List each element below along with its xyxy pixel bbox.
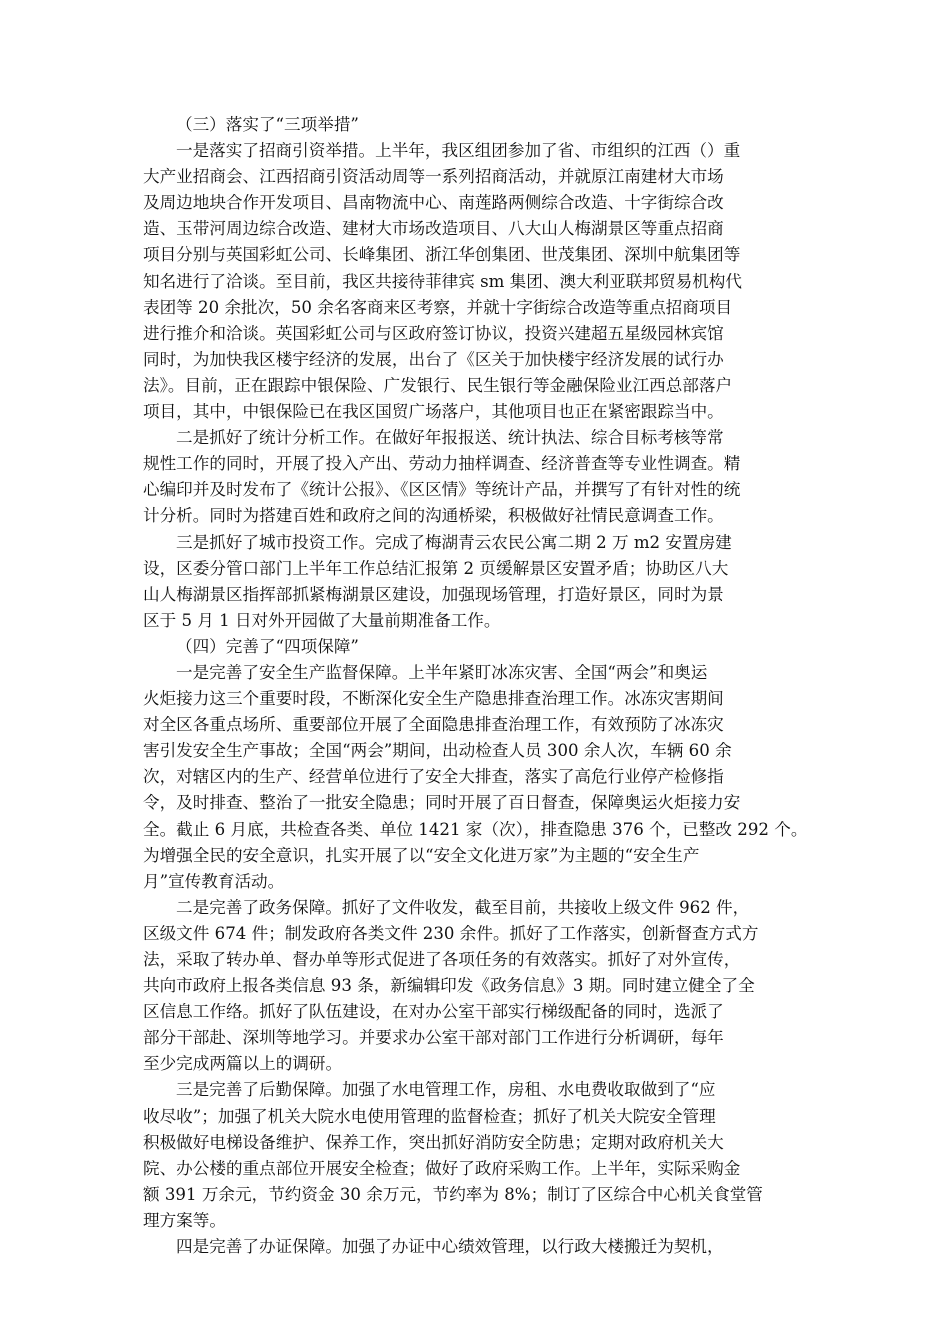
text-line: 令，及时排查、整治了一批安全隐患；同时开展了百日督查，保障奥运火炬接力安 [143, 793, 741, 813]
text-line: 区级文件 674 件；制发政府各类文件 230 余件。抓好了工作落实，创新督查方式方 [143, 923, 759, 943]
text-line: 害引发安全生产事故；全国“两会”期间，出动检查人员 300 余人次，车辆 60 余 [143, 741, 732, 761]
text-line: 项目分别与英国彩虹公司、长峰集团、浙江华创集团、世茂集团、深圳中航集团等 [143, 245, 741, 265]
text-line: 造、玉带河周边综合改造、建材大市场改造项目、八大山人梅湖景区等重点招商 [143, 219, 724, 239]
text-line: 对全区各重点场所、重要部位开展了全面隐患排查治理工作，有效预防了冰冻灾 [143, 715, 724, 735]
text-line: 积极做好电梯设备维护、保养工作，突出抓好消防安全防患；定期对政府机关大 [143, 1132, 724, 1152]
text-line: 法》。目前，正在跟踪中银保险、广发银行、民生银行等金融保险业江西总部落户 [143, 375, 733, 395]
text-line: 项目，其中，中银保险已在我区国贸广场落户，其他项目也正在紧密跟踪当中。 [143, 402, 724, 422]
text-line: 进行推介和洽谈。英国彩虹公司与区政府签订协议，投资兴建超五星级园林宾馆 [143, 323, 724, 343]
text-line: 月”宣传教育活动。 [143, 871, 285, 891]
text-line: 三是抓好了城市投资工作。完成了梅湖青云农民公寓二期 2 万 m2 安置房建 [176, 532, 732, 552]
text-line: （四）完善了“四项保障” [176, 636, 359, 656]
text-line: 二是抓好了统计分析工作。在做好年报报送、统计执法、综合目标考核等常 [176, 428, 724, 448]
text-line: 为增强全民的安全意识，扎实开展了以“安全文化进万家”为主题的“安全生产 [143, 845, 700, 865]
text-line: 法，采取了转办单、督办单等形式促进了各项任务的有效落实。抓好了对外宣传， [143, 950, 741, 969]
text-line: 一是落实了招商引资举措。上半年，我区组团参加了省、市组织的江西（）重 [176, 141, 741, 161]
text-line: 火炬接力这三个重要时段，不断深化安全生产隐患排查治理工作。冰冻灾害期间 [143, 689, 724, 709]
text-line: 及周边地块合作开发项目、昌南物流中心、南莲路两侧综合改造、十字街综合改 [143, 193, 724, 213]
text-line: 收尽收”；加强了机关大院水电使用管理的监督检查；抓好了机关大院安全管理 [143, 1106, 716, 1126]
text-line: 共向市政府上报各类信息 93 条，新编辑印发《政务信息》3 期。同时建立健全了全 [143, 976, 755, 996]
text-line: 山人梅湖景区指挥部抓紧梅湖景区建设，加强现场管理，打造好景区，同时为景 [143, 584, 724, 604]
text-line: 大产业招商会、江西招商引资活动周等一系列招商活动，并就原江南建材大市场 [143, 167, 724, 187]
text-line: 三是完善了后勤保障。加强了水电管理工作，房租、水电费收取做到了“应 [176, 1080, 716, 1100]
text-line: 心编印并及时发布了《统计公报》、《区区情》等统计产品，并撰写了有针对性的统 [143, 480, 741, 500]
text-line: 知名进行了洽谈。至目前，我区共接待菲律宾 sm 集团、澳大利亚联邦贸易机构代 [143, 271, 742, 291]
text-line: 同时，为加快我区楼宇经济的发展，出台了《区关于加快楼宇经济发展的试行办 [143, 349, 724, 369]
text-line: 二是完善了政务保障。抓好了文件收发，截至目前，共接收上级文件 962 件， [176, 897, 750, 917]
text-line: 区信息工作络。抓好了队伍建设，在对办公室干部实行梯级配备的同时，选派了 [143, 1002, 724, 1022]
text-line: 院、办公楼的重点部位开展安全检查；做好了政府采购工作。上半年，实际采购金 [143, 1158, 741, 1178]
text-line: 规性工作的同时，开展了投入产出、劳动力抽样调查、经济普查等专业性调查。精 [143, 454, 741, 474]
text-line: 次，对辖区内的生产、经营单位进行了安全大排查，落实了高危行业停产检修指 [143, 767, 724, 787]
text-line: （三）落实了“三项举措” [176, 115, 359, 134]
document-page [143, 112, 813, 1260]
text-line: 部分干部赴、深圳等地学习。并要求办公室干部对部门工作进行分析调研，每年 [143, 1028, 724, 1048]
text-line: 一是完善了安全生产监督保障。上半年紧盯冰冻灾害、全国“两会”和奥运 [176, 662, 708, 682]
text-line: 设，区委分管口部门上半年工作总结汇报第 2 页缓解景区安置矛盾；协助区八大 [143, 558, 729, 578]
text-line: 区于 5 月 1 日对外开园做了大量前期准备工作。 [143, 610, 501, 630]
text-line: 计分析。同时为搭建百姓和政府之间的沟通桥梁，积极做好社情民意调查工作。 [143, 506, 724, 526]
text-line: 表团等 20 余批次，50 余名客商来区考察，并就十字街综合改造等重点招商项目 [143, 297, 733, 317]
text-line: 四是完善了办证保障。加强了办证中心绩效管理，以行政大楼搬迁为契机， [176, 1237, 724, 1257]
text-line: 全。截止 6 月底，共检查各类、单位 1421 家（次），排查隐患 376 个，已整改 292 个。 [143, 819, 808, 839]
text-line: 额 391 万余元，节约资金 30 余万元，节约率为 8%；制订了区综合中心机关食堂管 [143, 1184, 763, 1204]
text-line: 理方案等。 [143, 1210, 226, 1230]
text-line: 至少完成两篇以上的调研。 [143, 1054, 343, 1074]
